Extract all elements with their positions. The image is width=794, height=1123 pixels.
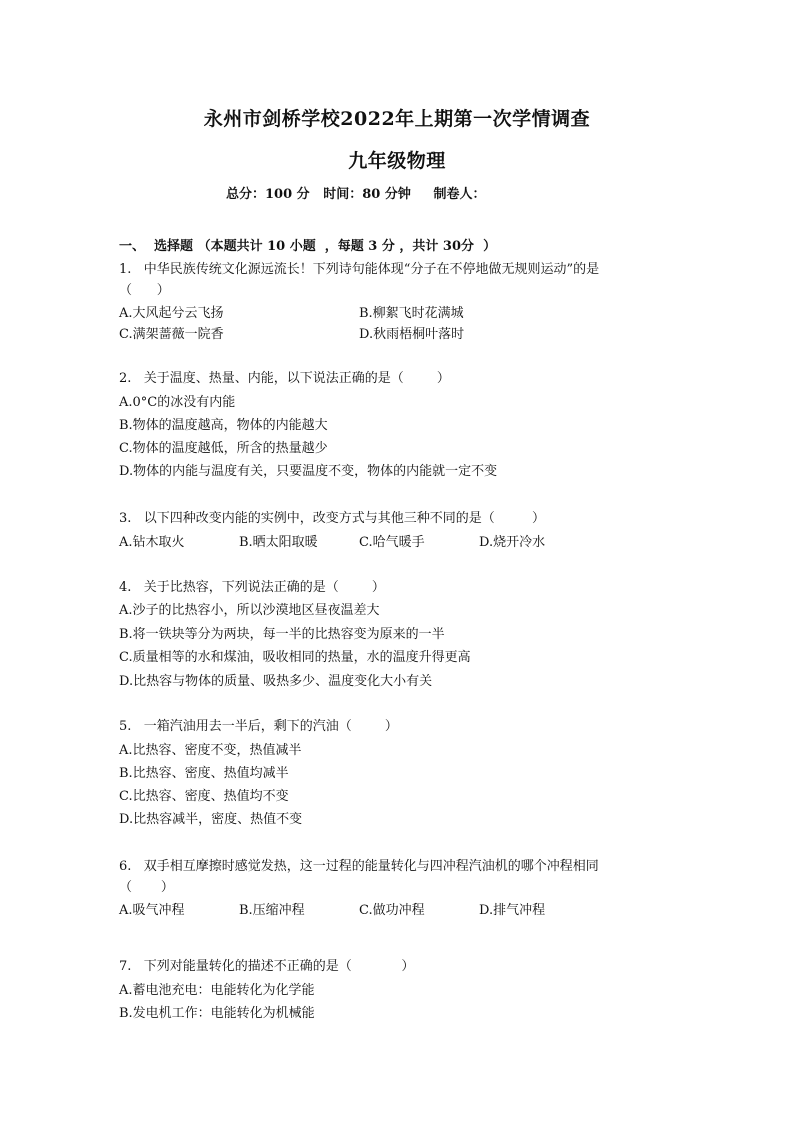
option-d: D.烧开冷水 <box>479 535 546 550</box>
option-b: B.发电机工作：电能转化为机械能 <box>119 1006 315 1021</box>
exam-meta: 总分：100 分 时间：80 分钟 制卷人： <box>226 187 486 202</box>
section-heading: 一、 选择题 （本题共计 10 小题 ，每题 3 分 ，共计 30分 ） <box>119 239 497 254</box>
option-a: A.钻木取火 <box>119 535 185 550</box>
option-d: D.排气冲程 <box>479 903 546 918</box>
question-stem: 6. 双手相互摩擦时感觉发热，这一过程的能量转化与四冲程汽油机的哪个冲程相同 <box>119 859 599 874</box>
option-a: A.蓄电池充电：电能转化为化学能 <box>119 983 315 998</box>
option-c: C.比热容、密度、热值均不变 <box>119 789 289 804</box>
answer-bracket: （ ） <box>119 880 174 895</box>
question-stem: 5. 一箱汽油用去一半后，剩下的汽油（ ） <box>119 719 398 734</box>
option-a: A.沙子的比热容小，所以沙漠地区昼夜温差大 <box>119 603 380 618</box>
option-c: C.做功冲程 <box>359 903 425 918</box>
option-c: C.满架蔷薇一院香 <box>119 327 224 342</box>
question-stem: 3. 以下四种改变内能的实例中，改变方式与其他三种不同的是（ ） <box>119 511 545 526</box>
option-b: B.晒太阳取暖 <box>239 535 318 550</box>
option-d: D.物体的内能与温度有关，只要温度不变，物体的内能就一定不变 <box>119 464 498 479</box>
option-d: D.比热容减半，密度、热值不变 <box>119 812 303 827</box>
option-b: B.将一铁块等分为两块，每一半的比热容变为原来的一半 <box>119 627 445 642</box>
option-b: B.比热容、密度、热值均减半 <box>119 766 289 781</box>
option-c: C.物体的温度越低，所含的热量越少 <box>119 441 328 456</box>
option-a: A.吸气冲程 <box>119 903 185 918</box>
option-a: A.0°C的冰没有内能 <box>119 395 236 410</box>
answer-bracket: （ ） <box>119 283 170 298</box>
option-a: A.大风起兮云飞扬 <box>119 306 224 321</box>
exam-subject: 九年级物理 <box>348 150 446 172</box>
question-stem: 2. 关于温度、热量、内能，以下说法正确的是（ ） <box>119 371 450 386</box>
option-c: C.哈气暖手 <box>359 535 425 550</box>
question-stem: 1. 中华民族传统文化源远流长！下列诗句能体现“分子在不停地做无规则运动”的是 <box>119 262 600 277</box>
question-stem: 4. 关于比热容，下列说法正确的是（ ） <box>119 580 385 595</box>
option-b: B.柳絮飞时花满城 <box>359 306 464 321</box>
option-c: C.质量相等的水和煤油，吸收相同的热量，水的温度升得更高 <box>119 650 471 665</box>
question-stem: 7. 下列对能量转化的描述不正确的是（ ） <box>119 959 415 974</box>
option-d: D.秋雨梧桐叶落时 <box>359 327 465 342</box>
exam-title: 永州市剑桥学校2022年上期第一次学情调查 <box>203 108 591 130</box>
option-b: B.压缩冲程 <box>239 903 305 918</box>
option-a: A.比热容、密度不变，热值减半 <box>119 743 302 758</box>
option-d: D.比热容与物体的质量、吸热多少、温度变化大小有关 <box>119 674 433 689</box>
option-b: B.物体的温度越高，物体的内能越大 <box>119 418 328 433</box>
